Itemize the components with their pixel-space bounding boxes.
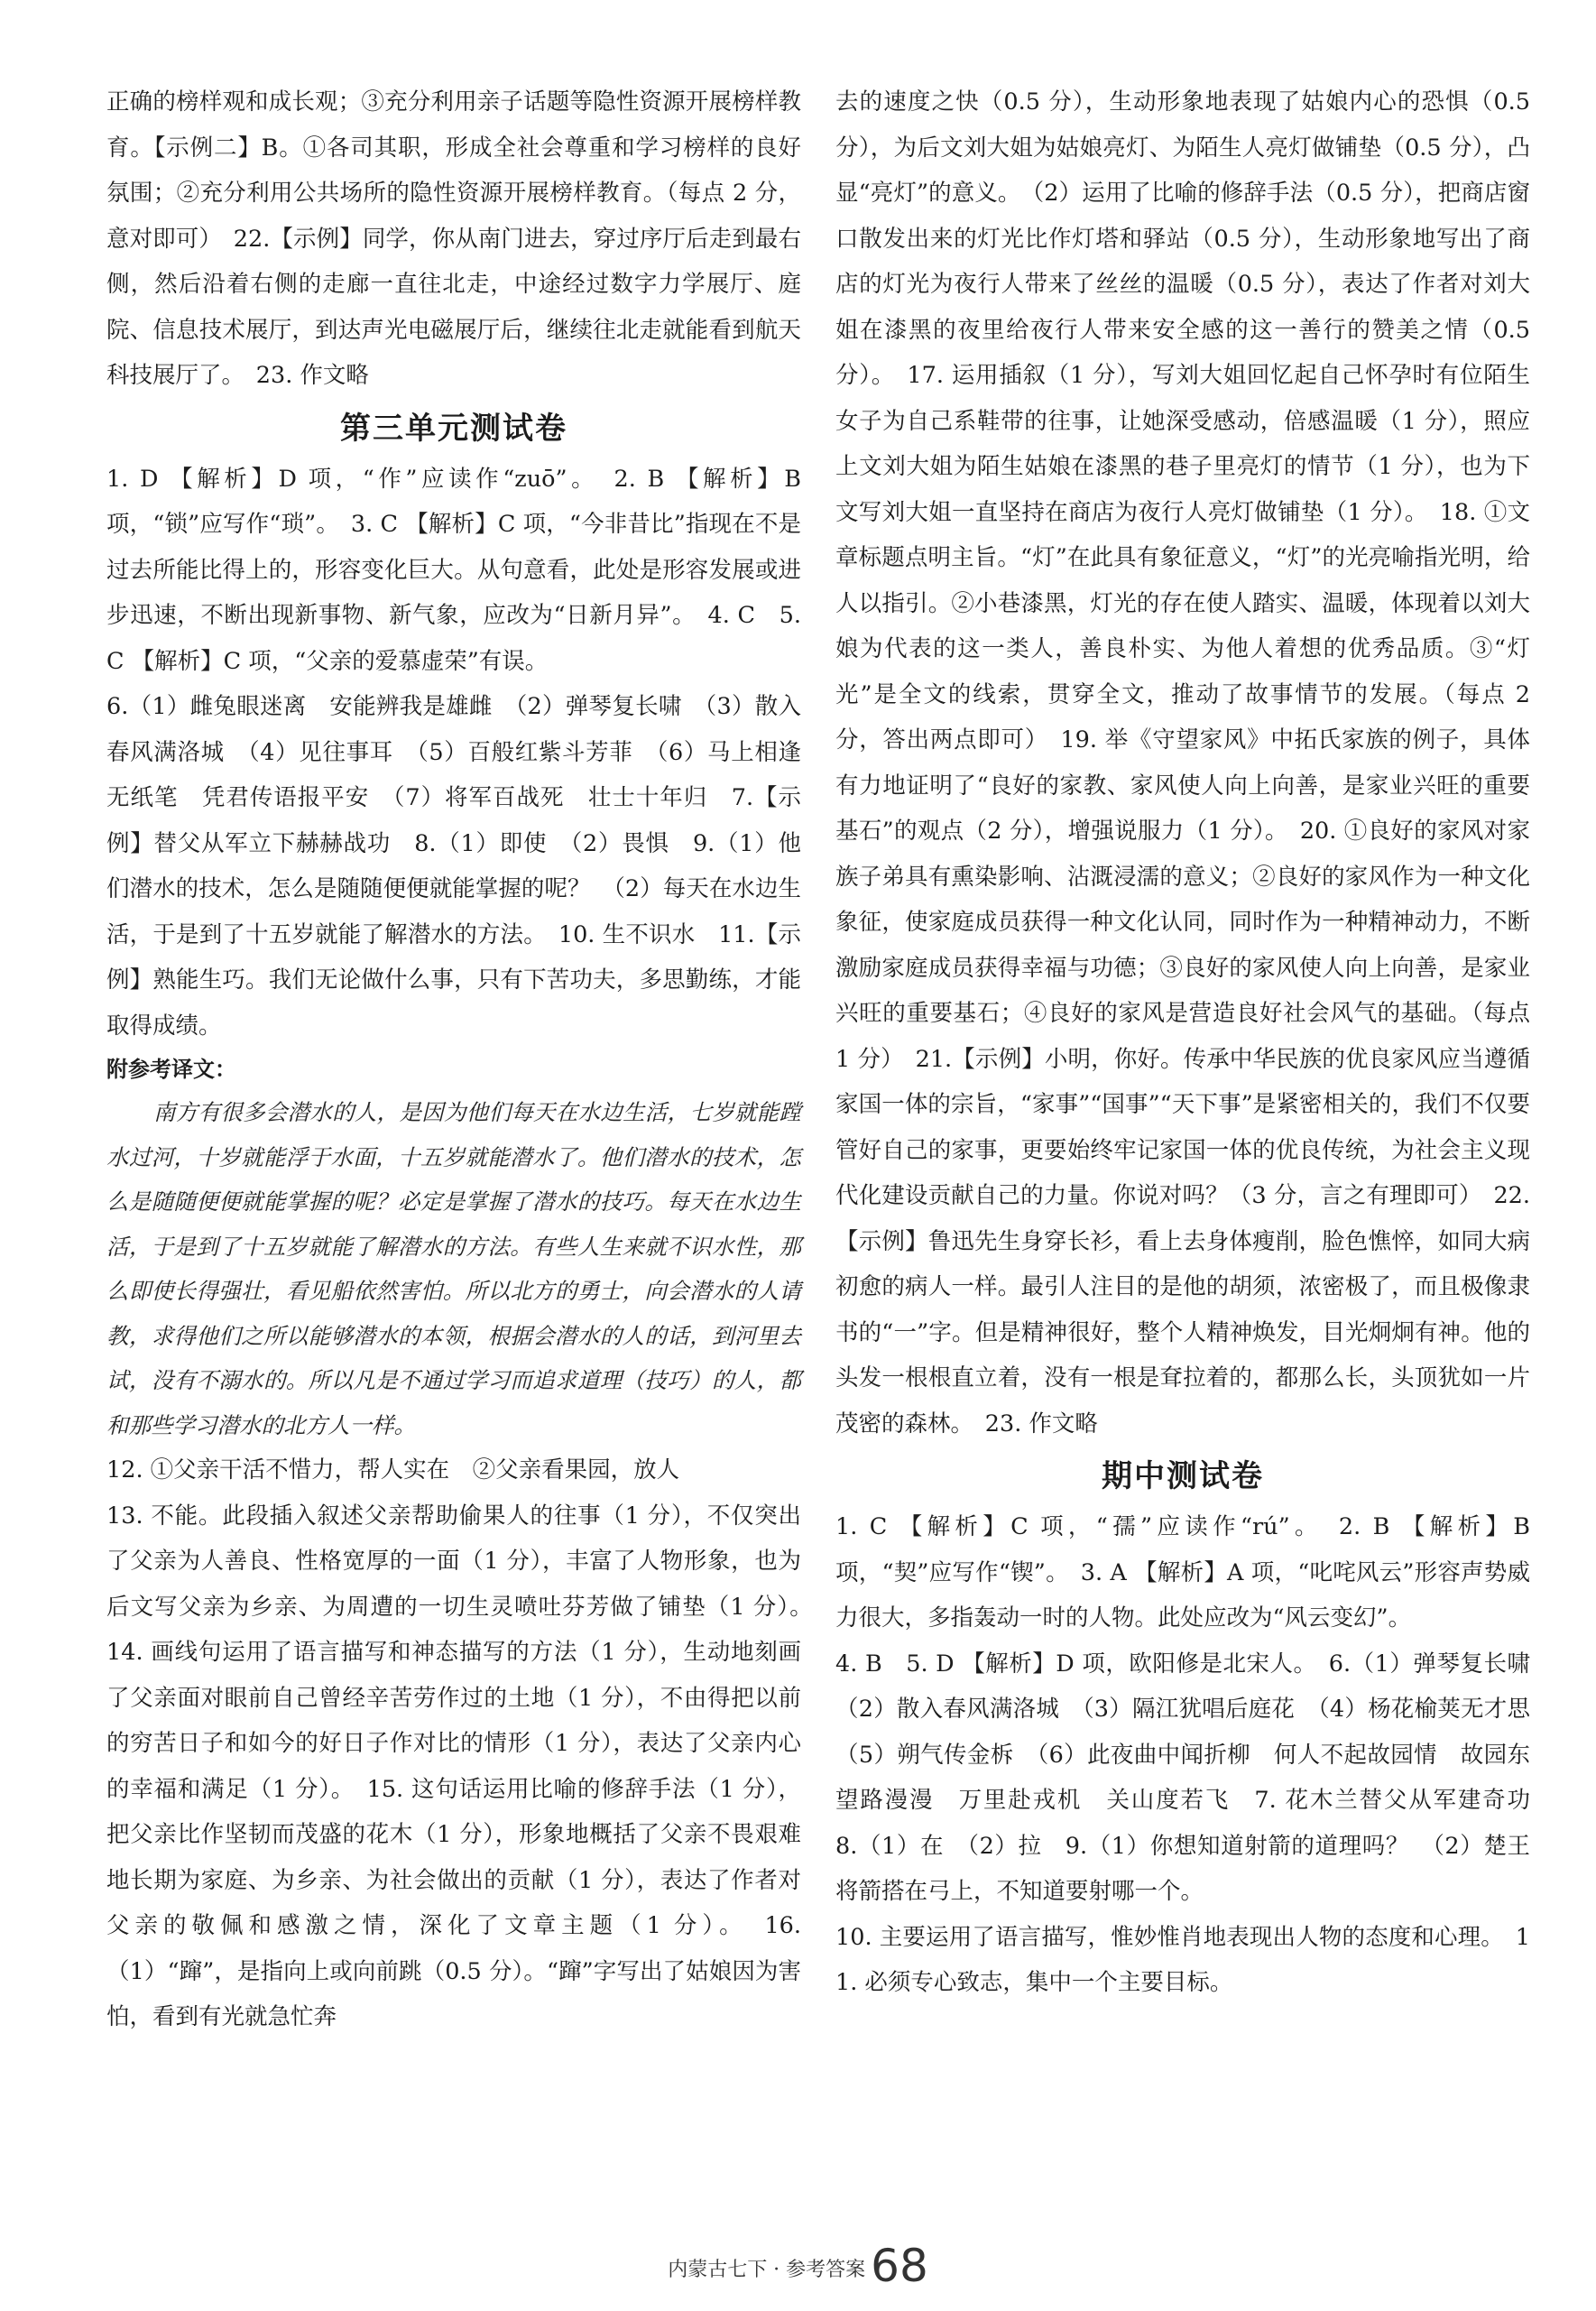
unit3-title: 第三单元测试卷 [340,410,567,447]
page-footer [0,2240,1596,2292]
translation-text: 南方有很多会潜水的人，是因为他们每天在水边生活，七岁就能蹚水过河，十岁就能浮于水面，十五岁就能潜水了。他们潜水的技术，怎么是随随便便就能掌握的呢？必定是掌握了潜水的技巧。每天在水边生活，于是到了十五岁就能了解潜水的方法。有些人生来就不识水性，那么即使长得强壮，看见船依然害怕。所以北方的勇士，向会潜水的人请教，求得他们之所以能够潜水的本领，根据会潜水的人的话，到河里去试，没有不溺水的。所以凡是不通过学习而追求道理（技巧）的人，都和那些学习潜水的北方人一样。 [106,1099,801,1438]
unit3-answers-3: 12. ①父亲干活不惜力，帮人实在 ②父亲看果园，放人 [106,1456,680,1484]
intro-paragraph: 正确的榜样观和成长观；③充分利用亲子话题等隐性资源开展榜样教育。【示例二】B。①各司其职，形成全社会尊重和学习榜样的良好氛围；②充分利用公共场所的隐性资源开展榜样教育。（每点 2 分，意对即可） 22.【示例】同学，你从南门进去，穿过序厅后走到最右侧，然后沿着右侧的走廊一直往北走，中途经过数字力学展厅、庭院、信息技术展厅，到达声光电磁展厅后，继续往北走就能看到航天科技展厅了。 23. 作文略 [106,88,801,389]
unit3-answers-1: 1. D 【解析】D 项，“作”应读作“zuō”。 2. B 【解析】B 项，“锁”应写作“琐”。 3. C 【解析】C 项，“今非昔比”指现在不是过去所能比得上的，形容变化巨大。从句意看，此处是形容发展或进步迅速，不断出现新事物、新气象，应改为“日新月异”。 4. C 5. C 【解析】C 项，“父亲的爱慕虚荣”有误。 [106,465,801,675]
midterm-answers-1: 1. C 【解析】C 项，“孺”应读作“rú”。 2. B 【解析】B 项，“契”应写作“锲”。 3. A 【解析】A 项，“叱咤风云”形容声势威力很大，多指轰动一时的人物。此处应改为“风云变幻”。 [835,1513,1530,1632]
unit3-answers-2: 6.（1）雌兔眼迷离 安能辨我是雄雌 （2）弹琴复长啸 （3）散入春风满洛城 （4）见往事耳 （5）百般红紫斗芳菲 （6）马上相逢无纸笔 凭君传语报平安 （7）将军百战死 壮士十年归 7.【示例】替父从军立下赫赫战功 8.（1）即使 （2）畏惧 9.（1）他们潜水的技术，怎么是随随便便就能掌握的呢？ （2）每天在水边生活，于是到了十五岁就能了解潜水的方法。 10. 生不识水 11.【示例】熟能生巧。我们无论做什么事，只有下苦功夫，多思勤练，才能取得成绩。 [106,693,801,1040]
left-column [106,79,825,2040]
unit3-answers-continued: 去的速度之快（0.5 分），生动形象地表现了姑娘内心的恐惧（0.5 分），为后文刘大姐为姑娘亮灯、为陌生人亮灯做铺垫（0.5 分），凸显“亮灯”的意义。 （2）运用了比喻的修辞手法（0.5 分），把商店窗口散发出来的灯光比作灯塔和驿站（0.5 分），生动形象地写出了商店的灯光为夜行人带来了丝丝的温暖（0.5 分），表达了作者对刘大姐在漆黑的夜里给夜行人带来安全感的这一善行的赞美之情（0.5 分）。 17. 运用插叙（1 分），写刘大姐回忆起自己怀孕时有位陌生女子为自己系鞋带的往事，让她深受感动，倍感温暖（1 分），照应上文刘大姐为陌生姑娘在漆黑的巷子里亮灯的情节（1 分），也为下文写刘大姐一直坚持在商店为夜行人亮灯做铺垫（1 分）。 18. ①文章标题点明主旨。“灯”在此具有象征意义，“灯”的光亮喻指光明，给人以指引。②小巷漆黑，灯光的存在使人踏实、温暖，体现着以刘大娘为代表的这一类人，善良朴实、为他人着想的优秀品质。③“灯光”是全文的线索，贯穿全文，推动了故事情节的发展。（每点 2 分，答出两点即可） 19. 举《守望家风》中拓氏家族的例子，具体有力地证明了“良好的家教、家风使人向上向善，是家业兴旺的重要基石”的观点（2 分），增强说服力（1 分）。 20. ①良好的家风对家族子弟具有熏染影响、沾溉浸濡的意义；②良好的家风作为一种文化象征，使家庭成员获得一种文化认同，同时作为一种精神动力，不断激励家庭成员获得幸福与功德；③良好的家风使人向上向善，是家业兴旺的重要基石；④良好的家风是营造良好社会风气的基础。（每点 1 分） 21.【示例】小明，你好。传承中华民族的优良家风应当遵循家国一体的宗旨，“家事”“国事”“天下事”是紧密相关的，我们不仅要管好自己的家事，更要始终牢记家国一体的优良传统，为社会主义现代化建设贡献自己的力量。你说对吗？（3 分，言之有理即可） 22.【示例】鲁迅先生身穿长衫，看上去身体瘦削，脸色憔悴，如同大病初愈的病人一样。最引人注目的是他的胡须，浓密极了，而且极像隶书的“一”字。但是精神很好，整个人精神焕发，目光炯炯有神。他的头发一根根直立着，没有一根是耷拉着的，都那么长，头顶犹如一片茂密的森林。 23. 作文略 [835,88,1530,1437]
footer-label: 内蒙古七下 · 参考答案 [668,2259,866,2281]
midterm-answers-3: 10. 主要运用了语言描写，惟妙惟肖地表现出人物的态度和心理。 11. 必须专心致志，集中一个主要目标。 [835,1923,1530,1996]
page-number: 68 [871,2240,928,2292]
midterm-title: 期中测试卷 [1102,1458,1264,1494]
reference-translation [106,1090,801,1447]
right-column [835,79,1554,2006]
unit3-answers-4: 13. 不能。此段插入叙述父亲帮助偷果人的往事（1 分），不仅突出了父亲为人善良、性格宽厚的一面（1 分），丰富了人物形象，也为后文写父亲为乡亲、为周遭的一切生灵喷吐芬芳做了铺垫（1 分）。 14. 画线句运用了语言描写和神态描写的方法（1 分），生动地刻画了父亲面对眼前自己曾经辛苦劳作过的土地（1 分），不由得把以前的穷苦日子和如今的好日子作对比的情形（1 分），表达了父亲内心的幸福和满足（1 分）。 15. 这句话运用比喻的修辞手法（1 分），把父亲比作坚韧而茂盛的花木（1 分），形象地概括了父亲不畏艰难地长期为家庭、为乡亲、为社会做出的贡献（1 分），表达了作者对父亲的敬佩和感激之情，深化了文章主题（1 分）。 16.（1）“蹿”，是指向上或向前跳（0.5 分）。“蹿”字写出了姑娘因为害怕，看到有光就急忙奔 [106,1502,825,2030]
midterm-answers-2: 4. B 5. D 【解析】D 项，欧阳修是北宋人。 6.（1）弹琴复长啸 （2）散入春风满洛城 （3）隔江犹唱后庭花 （4）杨花榆荚无才思 （5）朔气传金柝 （6）此夜曲中闻折柳 何人不起故园情 故园东望路漫漫 万里赴戎机 关山度若飞 7. 花木兰替父从军建奇功 8.（1）在 （2）拉 9.（1）你想知道射箭的道理吗？ （2）楚王将箭搭在弓上，不知道要射哪一个。 [835,1650,1554,1905]
reference-translation-title: 附参考译文： [106,1057,236,1082]
